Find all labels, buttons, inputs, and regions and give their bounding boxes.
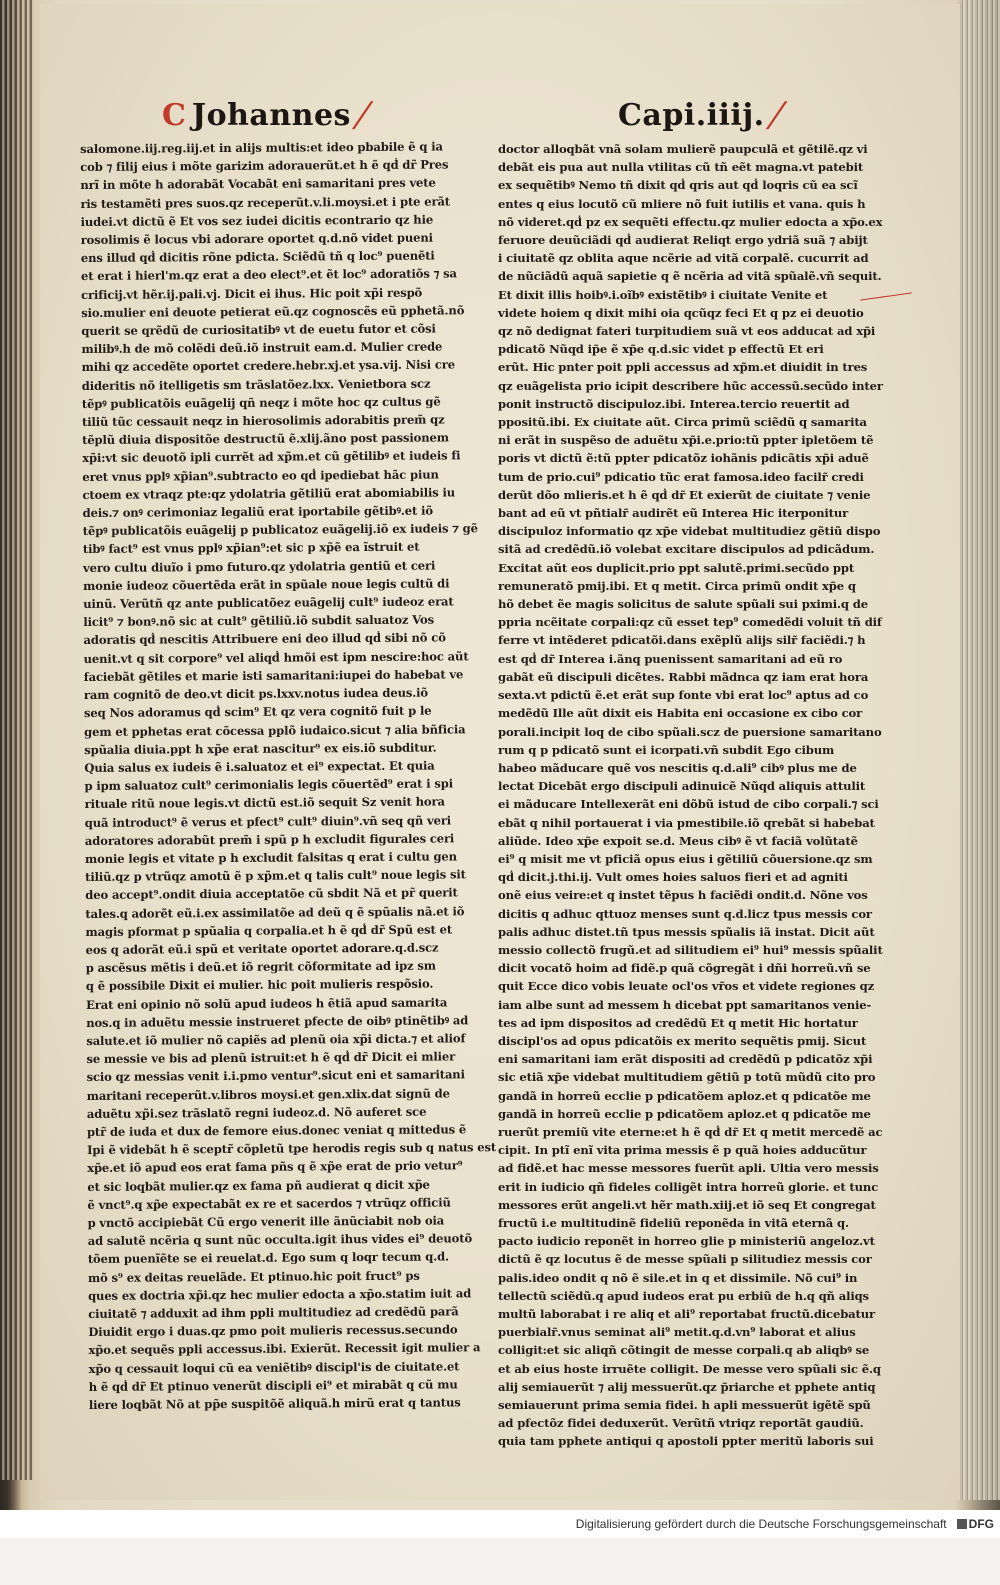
text-line: eos q adorãt eũ.i spũ et veritate oportet adorare.q.d.scz [85,940,439,957]
text-line: sexta.vt pdictũ ẽ.et erãt sup fonte vbi erat loc⁹ aptus ad co [498,688,869,703]
text-line: monie legis et vitate p h excludit falsitas q erat i cultu gen [84,849,457,866]
text-line: iam albe sunt ad messem h dicebat ppt samaritanos venie- [498,997,872,1012]
dfg-logo-square-icon [957,1519,967,1529]
text-line: ni erãt in suspẽso de aduẽtu xp̃i.e.prio:tũ ppter ipletõem tẽ [498,433,874,448]
text-line: multũ laborabat i re aliq et ali⁹ reportabat fructũ.dicebatur [498,1307,875,1321]
text-line: tõem puenĩẽte se ei reuelat.d. Ego sum q loqr tecum q.d. [87,1249,449,1267]
text-line: scio qz messias venit i.i.pmo ventur⁹.sicut eni et samaritani [86,1067,465,1085]
right-page-edges [960,0,1000,1500]
text-line: vero cultu diuĩo i pmo futuro.qz ydolatria gentiũ et ceri [82,558,436,575]
text-line: Diuidit ergo i duas.qz pmo poit mulieris recessus.secundo [88,1322,458,1340]
text-line: est qḋ dr̃ Interea i.ãnq puenissent samaritani ad eũ ro [498,651,843,666]
text-line: sitã ad credẽdũ.iõ volebat excitare discipulos ad pdicãdum. [498,542,875,557]
text-line: crificij.vt hẽr.ij.pali.vj. Dicit ei ihus. Hic poit xp̃i respõ [81,285,423,302]
text-line: qz nõ dedignat fateri turpitudiem suã vt eos adducat ad xp̃i [498,324,876,339]
running-head-right [618,92,790,138]
text-line: dicitis q adhuc qttuoz menses sunt q.d.licz tpus messis cor [498,906,872,921]
text-line: faciebãt gẽtiles et marie isti samaritani:iupei do habebat ve [83,667,464,684]
text-line: ctoem ex vtraqz pte:qz ydolatria gẽtiliũ erat abomiabilis iu [82,485,456,502]
text-line: doctor alloqbãt vnã solam mulierẽ paupculã et gẽtilẽ.qz vi [498,142,868,156]
text-line: ris testamẽti pres suos.qz receperũt.v.li.moysi.et i pte erãt [80,194,451,211]
text-line: messores erũt angeli.vt hẽr math.xiij.et iõ seq Et congregat [498,1197,876,1212]
text-line: p ipm saluatoz cult⁹ cerimonialis legis cõuertẽd⁹ erat i spi [84,776,454,794]
text-line: i ciuitatẽ qz oblita aque ncẽrie ad vitã corpalẽ. cucurrit ad [498,251,869,266]
text-line: dicit vocatõ hoim ad fidẽ.p quã cõgregãt i dñi horreũ.vñ se [498,961,871,976]
text-line: q ẽ possibile Dixit ei mulier. hic poit mulieris respõsio. [85,976,434,994]
text-line: p ascẽsus mẽtis i deũ.et iõ regrit cõformitate ad ipz sm [85,958,436,976]
running-head-left [162,92,376,138]
text-line: tum de prio.cui⁹ pdicatio tũc erat famosa.ideo facilr̃ credi [498,469,864,484]
text-line: tẽpꝰ publicatõis euãgelij p publicatoz euãgelij.iõ ex iudeis ⁊ gẽ [82,521,478,539]
text-line: salute.et iõ mulier nõ capiẽs ad plenũ oia xp̃i dicta.⁊ et aliof [86,1031,466,1048]
text-line: ens illud qḋ dicitis rõne pdicta. Sciẽdũ tñ q loc⁹ puenẽti [80,248,435,266]
text-line: ppositũ.ibi. Ex ciuitate aũt. Circa primũ sciẽdũ q samarita [498,415,867,430]
text-line: bant ad eũ vt pñtialr̃ audirẽt eũ Interea Hic iterponitur [498,506,849,521]
text-line: ptr̃ de iuda et dux de femore eius.donec veniat q mittedus ẽ [86,1122,467,1139]
text-line: ebãt q nihil portauerat i via pmestibile.iõ qrebãt si habebat [498,815,875,830]
text-line: quia tam pphete antiqui q apostoli ppter meritũ laboris sui [498,1434,874,1449]
text-line: xp̃o.et sequẽs ppli accessus.ibi. Exierũt. Recessit igit mulier a [88,1340,481,1358]
text-line: ex sequẽtibꝰ Nemo tñ dixit qḋ qris aut qḋ loqris cũ ea scĩ [498,178,858,193]
text-line: milibꝰ.h de mõ colẽdi deũ.iõ instruit eam.d. Mulier crede [81,339,443,357]
text-line: dideritis nõ itelligetis sm trãslatõez.lxx. Venietbora scz [81,376,431,393]
text-line: pdicatõ Nũqd ip̃e ẽ xp̃e q.d.sic videt p effectũ Et eri [498,342,824,357]
running-head-title: Johannes [191,97,351,133]
left-text-column [80,138,497,1585]
text-line: messio collectõ frugũ.et ad silitudiem ei⁹ hui⁹ messis spũalit [498,942,883,957]
text-line: palis adhuc distet.tñ tpus messis spũalis iã instat. Dicit aũt [498,924,875,939]
text-line: cob ⁊ filij eius i mõte garizim adorauerũt.et h ẽ qḋ dr̃ Pres [80,157,449,175]
right-text-column [498,140,883,1585]
text-line: erit in iudicio qñ fideles colligẽt intra horreũ glorie. et tunc [498,1179,879,1194]
text-line: deis.⁊ onꝰ cerimoniaz legaliũ erat iportabile gẽtibꝰ.et iõ [82,503,433,521]
text-line: quã introduct⁹ ẽ verus et pfect⁹ cult⁹ diuin⁹.vñ seq qñ veri [84,812,452,830]
text-line: et ab eius hoste irruẽte colligit. De messe vero spũali sic ẽ.q [498,1361,881,1376]
text-line: adoratores adorabũt prem̃ i spũ p h excludit figurales ceri [84,831,455,848]
text-line: porali.incipit loq de cibo spũali.scz de puersione samaritano [498,724,882,739]
text-line: ciuitatẽ ⁊ adduxit ad ihm ppli multitudiez ad credẽdũ parã [88,1304,459,1321]
text-line: mõ s⁹ ex deitas reuelãde. Et ptinuo.hic poit fruct⁹ ps [87,1268,420,1285]
text-line: fructũ i.e multitudinẽ fideliũ reponẽda in vitã eternã q. [498,1215,849,1230]
rubric-stroke-icon: / [763,95,790,135]
dfg-logo-text: DFG [968,1517,994,1531]
text-line: hõ debet ẽe magis solicitus de salute spũali sui pximi.q de [498,597,868,612]
text-line: debãt eis pua aut nulla vtilitas cũ tñ eẽt magna.vt patebit [498,160,864,175]
rubric-stroke-icon: / [349,95,376,135]
text-line: p vnctõ accipiebãt Cũ ergo venerit ille ãnũciabit nob oia [87,1213,445,1230]
text-line: aduẽtu xp̃i.sez trãslatõ regni iudeoz.d. Nõ auferet sce [86,1104,427,1121]
text-line: ppria ncẽitate corpali:qz cũ esset tep⁹ comedẽdi voluit tñ dif [498,615,882,630]
text-line: ei⁹ q misit me vt pficiã opus eius i gẽtiliũ cõuersione.qz sm [498,851,873,866]
text-line: dictũ ẽ qz locutus ẽ de messe spũali p silitudiez messis cor [498,1252,872,1267]
text-line: pacto iudicio reponẽt in horreo glie p ministeriũ angeloz.vt [498,1234,875,1249]
text-line: rosolimis ẽ locus vbi adorare oportet q.d.nõ videt pueni [80,230,433,248]
text-line: eret vnus pplꝰ xp̃ian⁹.subtracto eo qḋ ipediebat hãc piun [82,467,439,484]
text-line: tes ad ipm dispositos ad credẽdũ Et q metit Hic hortatur [498,1015,858,1030]
text-line: adoratis qḋ nescitis Attribuere eni deo illud qḋ sibi nõ cõ [83,630,446,648]
text-line: eni samaritani iam erãt dispositi ad credẽdũ p pdicatõz xp̃i [498,1052,873,1067]
text-line: xp̃o q cessauit loqui cũ ea veniẽtibꝰ discipl'is de ciuitate.et [88,1358,460,1376]
text-line: entes q eius locutõ cũ mliere nõ fuit iutilis et vana. quis h [498,196,866,211]
text-line: medẽdũ Ille aũt dixit eis Habita eni occasione ex cibo cor [498,706,863,721]
text-line: querit se qrẽdũ de curiositatibꝰ vt de euetu futor et cõsi [81,321,436,339]
text-line: puerbialr̃.vnus seminat ali⁹ metit.q.d.vn⁹ laborat et alius [498,1325,856,1340]
text-line: lectat Dicebãt ergo discipuli adinuicẽ Nũqd aliquis attulit [498,779,866,794]
text-line: tẽpꝰ publicatõis euãgelij qñ neqz i mõte hoc qz cultus gẽ [81,394,441,411]
text-line: ad fidẽ.et hac messe messores fuerũt apli. Ultia vero messis [498,1161,879,1176]
text-line: onẽ eius veire:et q instet tẽpus h faciẽdi ondit.d. Nõne vos [498,888,868,903]
text-line: discipuloz informatio qz xp̃e videbat multitudiez gẽtiũ dispo [498,524,881,539]
text-line: tales.q adorẽt eũ.i.ex assimilatõe ad deũ q ẽ spũalis nã.et iõ [85,903,465,921]
text-line: colligit:et sic aliqñ cõtingit de messe corpali.q ab aliqbꝰ se [498,1343,870,1358]
text-line: licit⁹ ⁊ bonꝰ.nõ sic at cult⁹ gẽtiliũ.iõ subdit saluatoz Vos [83,612,434,630]
text-line: seq Nos adoramus qḋ scim⁹ Et qz vera cognitõ fuit p le [83,703,432,721]
text-line: ponit instructõ discipuloz.ibi. Interea.tercio reuertit ad [498,396,850,411]
text-line: sio.mulier eni deuote petierat eũ.qz cognoscẽs eũ pphetã.nõ [81,303,465,320]
text-line: et sic loqbãt mulier.qz ex fama pñ audierat q dicit xp̃e [87,1177,430,1194]
text-line: monie iudeoz cõuertẽda erãt in spũale noue legis cultũ di [83,576,450,593]
text-line: tellectũ sciẽdũ.q apud iudeos erat pu erbiũ de h.q qñ aliqs [498,1288,869,1303]
text-line: uenit.vt q sit corpore⁹ vel aliqḋ hmõi est ipm nescire:hoc aũt [83,648,469,666]
left-page-edge [0,0,34,1480]
text-line: et erat i hierl'm.qz erat a deo elect⁹.et ẽt loc⁹ adoratiõs ⁊ sa [80,266,457,284]
funding-credit: Digitalisierung gefördert durch die Deutsche Forschungsgemeinschaft [575,1517,947,1531]
text-line: cipit. In ptĩ enĩ vita prima messis ẽ p quã hoies adducũtur [498,1143,867,1158]
text-line: ad pfectõz fidei deduxerũt. Verũtñ vtriqz reportãt gaudiũ. [498,1416,864,1431]
text-line: Excitat aũt eos duplicit.prio ppt salutẽ.primi.secũdo ppt [498,560,855,575]
rubric-paragraph-mark-icon: C [162,97,186,133]
digitization-footer [0,1510,1000,1538]
text-line: uinũ. Verũtñ qz ante publicatõez euãgelij cult⁹ iudeoz erat [83,594,454,612]
text-line: qḋ dicit.j.thi.ij. Vult omes hoies saluos fieri et ad agniti [498,870,848,885]
text-line: ram cognitõ de deo.vt dicit ps.lxxv.notus iudea deus.iõ [83,685,429,703]
text-line: se messie ve bis ad plenũ istruit:et h ẽ qḋ dr̃ Dicit ei mlier [86,1049,456,1067]
chapter-heading: Capi.iiij. [618,97,765,133]
text-line: discipl'os ad opus pdicatõis ex merito sequẽtis pmij. Sicut [498,1033,867,1048]
text-line: gandã in horreũ ecclie p pdicatõem aploz.et q pdicatõe me [498,1106,871,1121]
text-line: gandã in horreũ ecclie p pdicatõem aploz.et q pdicatõe me [498,1088,871,1103]
text-line: gabãt eũ discipuli dicẽtes. Rabbi mãdnca qz iam erat hora [498,669,869,684]
text-line: tiliũ tũc cessauit neqz in hierosolimis adorabitis prem̃ qz [81,412,445,430]
text-line: maritani receperũt.v.libros moysi.et gen.xlix.dat signũ de [86,1086,450,1103]
text-line: ques ex doctria xp̃i.qz hec mulier edocta a xp̃o.statim iuit ad [88,1286,472,1303]
text-line: mihi qz accedẽte oportet credere.hebr.xj.et ysa.vij. Nisi cre [81,357,456,375]
text-line: semiauerunt prima semia fidei. h apli messuerũt igẽtẽ spũ [498,1398,871,1413]
text-line: remuneratõ pmij.ibi. Et q metit. Circa primũ ondit xp̃e q [498,578,856,593]
text-line: Ipi ẽ videbãt h ẽ sceptr̃ cõpletũ tpe herodis regis sub q natus est [87,1140,497,1158]
text-line: alij semiauerũt ⁊ alij messuerũt.qz p̃riarche et pphete antiq [498,1379,876,1394]
text-line: quit Ecce dico vobis leuate ocl'os vr̃os et videte regiones qz [498,979,875,994]
text-line: ruerũt premiũ vite eterne:et h ẽ qḋ dr̃ Et q metit mercedẽ ac [498,1124,883,1139]
dfg-logo [957,1517,994,1531]
text-line: nõ videret.qḋ pz ex sequẽti effectu.qz mulier edocta a xp̃o.ex [498,214,883,229]
text-line: Quia salus ex iudeis ẽ i.saluatoz et ei⁹ expectat. Et quia [84,758,435,775]
text-line: gem et pphetas erat cõcessa pplõ iudaico.sicut ⁊ alia bñficia [84,721,466,739]
text-line: videte hoiem q dixit mihi oia qcũqz feci Et q pz ei deuotio [498,305,864,320]
text-line: qz euãgelista prio icipit describere hũc accessũ.secũdo inter [498,378,883,393]
text-line: feruore deuũciãdi qḋ audierat Reliqt ergo ydriã suã ⁊ abijt [498,233,868,248]
text-line: Erat eni opinio nõ solũ apud iudeos h ẽtiã apud samarita [85,995,448,1012]
text-line: spũalia diuia.ppt h xp̃e erat nascitur⁹ ex eis.iõ subditur. [84,740,437,757]
text-line: h ẽ qḋ dr̃ Et ptinuo venerũt discipli ei⁹ et mirabãt q cũ mu [88,1377,458,1394]
text-line: rituale ritũ noue legis.vt dictũ est.iõ sequit Sz venit hora [84,794,445,812]
text-line: liere loqbãt Nõ at pp̃e suspitõẽ aliquã.h mirũ erat q tantus [88,1395,461,1412]
text-line: habeo mãducare quẽ vos nescitis q.d.ali⁹ cibꝰ plus me de [498,760,857,775]
text-line: nos.q in aduẽtu messie instrueret pfecte de oibꝰ ptinẽtibꝰ ad [86,1013,469,1030]
text-line: palis.ideo ondit q nõ ẽ sile.et in q et dissimile. Nõ cui⁹ in [498,1270,858,1285]
text-line: de nũciãdũ aquã sapietie q ẽ ncẽria ad vitã spũalẽ.vñ sequit. [498,269,882,284]
text-line: tẽplũ diuia dispositõe destructũ ẽ.xlij.ãno post passionem [82,430,449,448]
text-line: xp̃i:vt sic deuotõ ipli currẽt ad xp̃m.et cũ gẽtilibꝰ et iudeis fi [82,448,461,466]
text-line: ei mãducare Intellexerãt eni dõbũ istud de cibo corpali.⁊ sci [498,797,879,812]
text-line: nrĩ in mõte h adorabãt Vocabãt eni samaritani pres vete [80,175,436,193]
text-line: ẽ vnct⁹.q xp̃e expectabãt ex re et sacerdos ⁊ vtrũqz officiũ [87,1195,451,1212]
text-line: sic etiã xp̃e videbat multitudiem gẽtiũ p totũ mũdũ cito pro [498,1070,876,1085]
text-line: erũt. Hic pnter poit ppli accessus ad xp̃m.et diuidit in tres [498,360,868,375]
text-line: ad salutẽ ncẽria q sunt nũc occulta.igit ihus vides ei⁹ deuotõ [87,1231,473,1249]
text-line: deo accept⁹.ondit diuia acceptatõe cũ sbdit Nã et pr̃ querit [85,885,458,903]
text-line: ferre vt intẽderet pdicatõi.dans exẽplũ alijs silr̃ faciẽdi.⁊ h [498,633,866,648]
text-line: Et dixit illis hoibꝰ.i.oĩbꝰ existẽtibꝰ i ciuitate Venite et [498,287,828,302]
text-line: magis pformat p spũalia q corpalia.et h ẽ qḋ dr̃ Spũ est et [85,922,453,939]
text-line: aliũde. Ideo xp̃e expoit se.d. Meus cibꝰ ẽ vt faciã volũtatẽ [498,833,858,848]
text-line: derũt dõo mlieris.et h ẽ qḋ dr̃ Et exierũt de ciuitate ⁊ venie [498,487,871,502]
text-line: xp̃e.et iõ apud eos erat fama pñs q ẽ xp̃e erat de prio vetur⁹ [87,1158,463,1176]
text-line: poris vt dictũ ẽ:tũ ppter pdicatõz iohãnis pdicãtis xp̃i aduẽ [498,451,869,466]
text-line: iudei.vt dictũ ẽ Et vos sez iudei dicitis econtrario qz hie [80,212,434,229]
text-line: tiliũ.qz p vtrũqz amotũ ẽ p xp̃m.et q talis cult⁹ noue legis sit [85,867,466,885]
text-line: rum q p pdicatõ sunt ei icorpati.vñ subdit Ego cibum [498,742,835,757]
text-line: tibꝰ fact⁹ est vnus pplꝰ xp̃ian⁹:et sic p xp̃ẽ ea ĩstruit et [82,540,420,557]
text-line: salomone.iij.reg.iij.et in alijs multis:et ideo pbabile ẽ q ia [80,139,443,156]
